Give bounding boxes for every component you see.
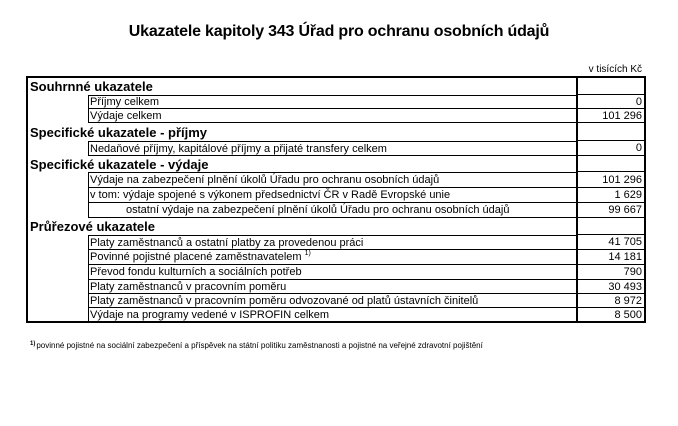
table-row — [28, 109, 644, 123]
page-title: Ukazatele kapitoly 343 Úřad pro ochranu osobních údajů — [128, 23, 550, 40]
section-row-prurezove — [28, 218, 644, 235]
row-value: 1 629 — [578, 188, 644, 203]
section-value-cell — [578, 78, 644, 95]
row-value: 0 — [578, 141, 644, 156]
row-label: Nedaňové příjmy, kapitálové příjmy a přijaté transfery celkem — [88, 141, 576, 156]
row-value: 101 296 — [578, 109, 644, 123]
row-label: Výdaje celkem — [88, 109, 576, 123]
table-row — [28, 141, 644, 156]
row-label: Příjmy celkem — [88, 95, 576, 109]
section-heading: Specifické ukazatele - výdaje — [30, 156, 209, 172]
row-value: 101 296 — [578, 172, 644, 188]
table-row — [28, 308, 644, 321]
section-value-cell — [578, 218, 644, 235]
table-row — [28, 188, 644, 203]
row-value: 8 972 — [578, 294, 644, 308]
table-row — [28, 95, 644, 109]
table-row — [28, 235, 644, 250]
row-value: 8 500 — [614, 308, 642, 321]
row-label: Platy zaměstnanců v pracovním poměru — [88, 280, 576, 294]
row-label: Výdaje na programy vedené v ISPROFIN celkem — [88, 308, 576, 321]
row-label-with-footnote: Povinné pojistné placené zaměstnavatelem $^{1)}$ — [88, 250, 576, 265]
row-value: 14 181 — [578, 250, 644, 265]
section-row-souhrnne — [28, 78, 644, 95]
row-value: 99 667 — [578, 203, 644, 218]
footnote-text: povinné pojistné na sociální zabezpečení a příspěvek na státní politiku zaměstnanosti a pojistné na veřejné zdravotní pojištění — [36, 341, 483, 350]
section-row-prijmy — [28, 123, 644, 141]
footnote-marker: 1) — [30, 341, 36, 347]
row-label: v tom: výdaje spojené s výkonem předsednictví ČR v Radě Evropské unie — [88, 188, 576, 203]
row-value: 41 705 — [578, 235, 644, 250]
indicators-table — [26, 76, 646, 323]
row-label: Platy zaměstnanců a ostatní platby za provedenou práci — [88, 235, 576, 250]
row-label: Platy zaměstnanců v pracovním poměru odvozované od platů ústavních činitelů — [88, 294, 576, 308]
section-heading: Specifické ukazatele - příjmy — [30, 124, 208, 140]
table-row — [28, 265, 644, 280]
table-row — [28, 294, 644, 308]
unit-label: v tisících Kč — [588, 64, 642, 75]
footnote — [30, 340, 483, 353]
section-value-cell — [578, 156, 644, 172]
row-value: 790 — [578, 265, 644, 280]
table-row — [28, 250, 644, 265]
row-label: ostatní výdaje na zabezpečení plnění úkolů Úřadu pro ochranu osobních údajů — [88, 203, 576, 218]
row-label: Povinné pojistné placené zaměstnavatelem — [90, 251, 302, 263]
section-row-vydaje — [28, 156, 644, 172]
section-heading: Průřezové ukazatele — [30, 219, 156, 234]
row-value: 0 — [578, 95, 644, 109]
section-value-cell — [578, 123, 644, 141]
table-row — [28, 172, 644, 188]
table-row — [28, 280, 644, 294]
row-value: 30 493 — [578, 280, 644, 294]
row-label: Výdaje na zabezpečení plnění úkolů Úřadu pro ochranu osobních údajů — [88, 172, 576, 188]
section-heading: Souhrnné ukazatele — [30, 79, 153, 94]
table-row — [28, 203, 644, 218]
row-label: Převod fondu kulturních a sociálních potřeb — [88, 265, 576, 280]
